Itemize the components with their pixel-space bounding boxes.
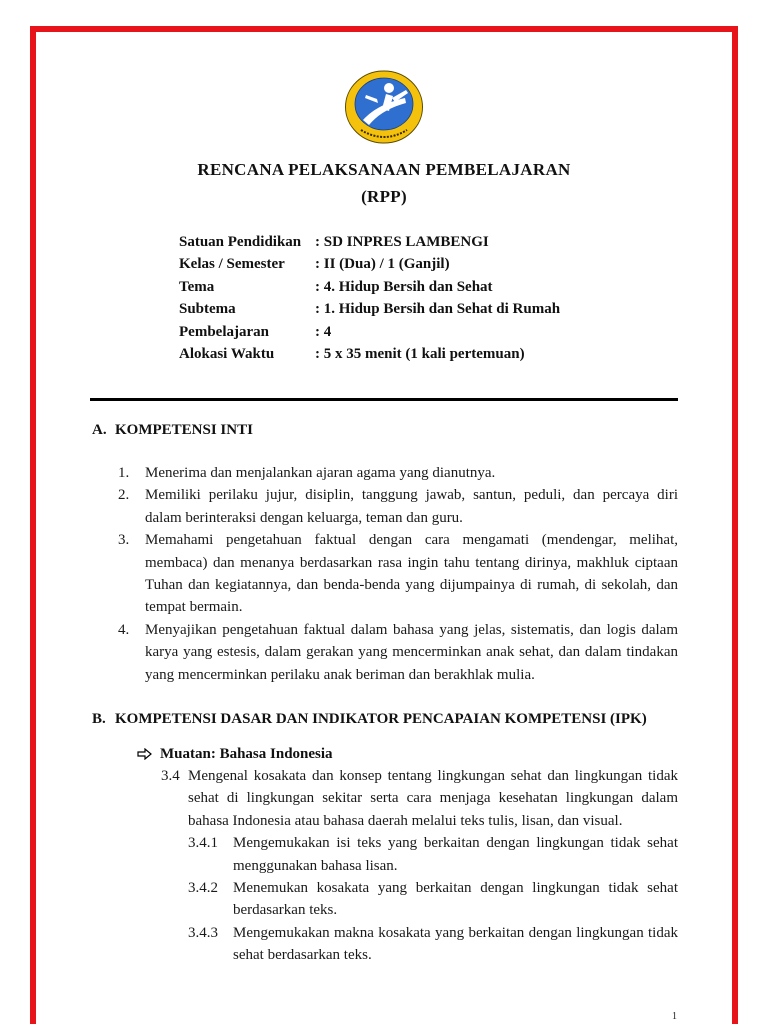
item-text-line: tempat bermain. <box>145 599 243 616</box>
kd-item <box>161 765 678 832</box>
section-title: KOMPETENSI INTI <box>115 422 253 438</box>
list-item <box>118 484 678 529</box>
identity-label: Pembelajaran <box>179 323 269 340</box>
document-title: RENCANA PELAKSANAAN PEMBELAJARAN <box>197 160 571 179</box>
item-number: 1. <box>118 465 130 481</box>
muatan-label: Muatan: Bahasa Indonesia <box>160 746 333 762</box>
identity-value: : SD INPRES LAMBENGI <box>315 234 489 250</box>
indikator-text-line: sehat berdasarkan teks. <box>233 947 372 964</box>
section-marker: B. <box>92 711 106 727</box>
item-text-line: Memahami pengetahuan faktual dengan cara mengamati (mendengar, melihat, <box>145 532 678 549</box>
kompetensi-dasar-block <box>161 765 678 967</box>
indikator-text-line: Menemukan kosakata yang berkaitan dengan lingkungan tidak sehat <box>233 879 678 896</box>
kompetensi-inti-list <box>118 462 678 686</box>
indikator-text-line: Mengemukakan makna kosakata yang berkaitan dengan lingkungan tidak <box>233 924 678 941</box>
item-text-line: karya yang estesis, dalam gerakan yang mencerminkan anak sehat, dan dalam tindakan <box>145 644 678 661</box>
item-text-line: membaca) dan menanya berdasarkan rasa ingin tahu tentang dirinya, makhluk ciptaan <box>145 554 678 571</box>
kd-number: 3.4 <box>161 768 180 784</box>
document-subtitle: (RPP) <box>361 187 407 206</box>
item-text-line: Menerima dan menjalankan ajaran agama yang dianutnya. <box>145 465 496 481</box>
identity-table <box>179 231 649 365</box>
kd-text-line: Mengenal kosakata dan konsep tentang lingkungan sehat dan lingkungan tidak <box>188 768 678 784</box>
identity-row <box>179 298 649 320</box>
section-marker: A. <box>92 422 107 438</box>
right-arrow-outline-icon <box>137 743 160 760</box>
item-number: 4. <box>118 621 130 638</box>
list-item <box>118 462 678 484</box>
kd-text-line: bahasa Indonesia atau bahasa daerah melalui teks tulis, lisan, dan visual. <box>188 812 623 829</box>
item-text-line: Menyajikan pengetahuan faktual dalam bahasa yang jelas, sistematis, dan logis dalam <box>145 621 678 638</box>
section-a-heading <box>92 419 253 441</box>
identity-value: : 1. Hidup Bersih dan Sehat di Rumah <box>315 301 561 318</box>
kd-text-line: sehat di lingkungan sekitar serta cara menjaga kesehatan lingkungan dalam <box>188 790 678 807</box>
item-text-line: Tuhan dan kegiatannya, dan benda-benda yang dijumpainya di rumah, di sekolah, dan <box>145 576 678 593</box>
item-text-line: Memiliki perilaku jujur, disiplin, tanggung jawab, santun, peduli, dan percaya diri <box>145 487 678 504</box>
item-text-line: dalam berinteraksi dengan keluarga, teman dan guru. <box>145 509 463 526</box>
identity-value: : 4. Hidup Bersih dan Sehat <box>315 278 493 295</box>
indikator-number: 3.4.1 <box>188 835 218 852</box>
item-text-line: yang mencerminkan perilaku anak beriman dan berakhlak mulia. <box>145 666 535 683</box>
indikator-number: 3.4.2 <box>188 879 218 896</box>
identity-label: Alokasi Waktu <box>179 345 275 362</box>
indikator-text-line: Mengemukakan isi teks yang berkaitan dengan lingkungan tidak sehat <box>233 835 678 852</box>
identity-value: : 4 <box>315 323 332 340</box>
tut-wuri-handayani-logo-icon <box>344 69 424 145</box>
identity-row <box>179 276 649 298</box>
identity-value: : 5 x 35 menit (1 kali pertemuan) <box>315 345 525 362</box>
identity-value: : II (Dua) / 1 (Ganjil) <box>315 256 450 273</box>
page-number: 1 <box>672 1011 677 1022</box>
indikator-text-line: berdasarkan teks. <box>233 902 338 919</box>
item-number: 2. <box>118 487 130 504</box>
identity-label: Satuan Pendidikan <box>179 234 302 250</box>
item-number: 3. <box>118 532 130 549</box>
identity-row <box>179 343 649 365</box>
list-item <box>118 529 678 619</box>
muatan-heading <box>137 743 333 765</box>
list-item <box>118 619 678 686</box>
indikator-number: 3.4.3 <box>188 924 218 941</box>
section-b-heading <box>92 708 647 730</box>
identity-row <box>179 253 649 275</box>
section-title: KOMPETENSI DASAR DAN INDIKATOR PENCAPAIAN KOMPETENSI (IPK) <box>115 711 647 727</box>
identity-label: Tema <box>179 278 215 295</box>
header-divider <box>90 398 678 401</box>
indikator-text-line: menggunakan bahasa lisan. <box>233 857 398 874</box>
identity-row <box>179 231 649 253</box>
identity-row <box>179 321 649 343</box>
indikator-item <box>188 877 678 922</box>
identity-label: Subtema <box>179 301 236 318</box>
identity-label: Kelas / Semester <box>179 256 285 273</box>
indikator-item <box>188 922 678 967</box>
indikator-item <box>188 832 678 877</box>
